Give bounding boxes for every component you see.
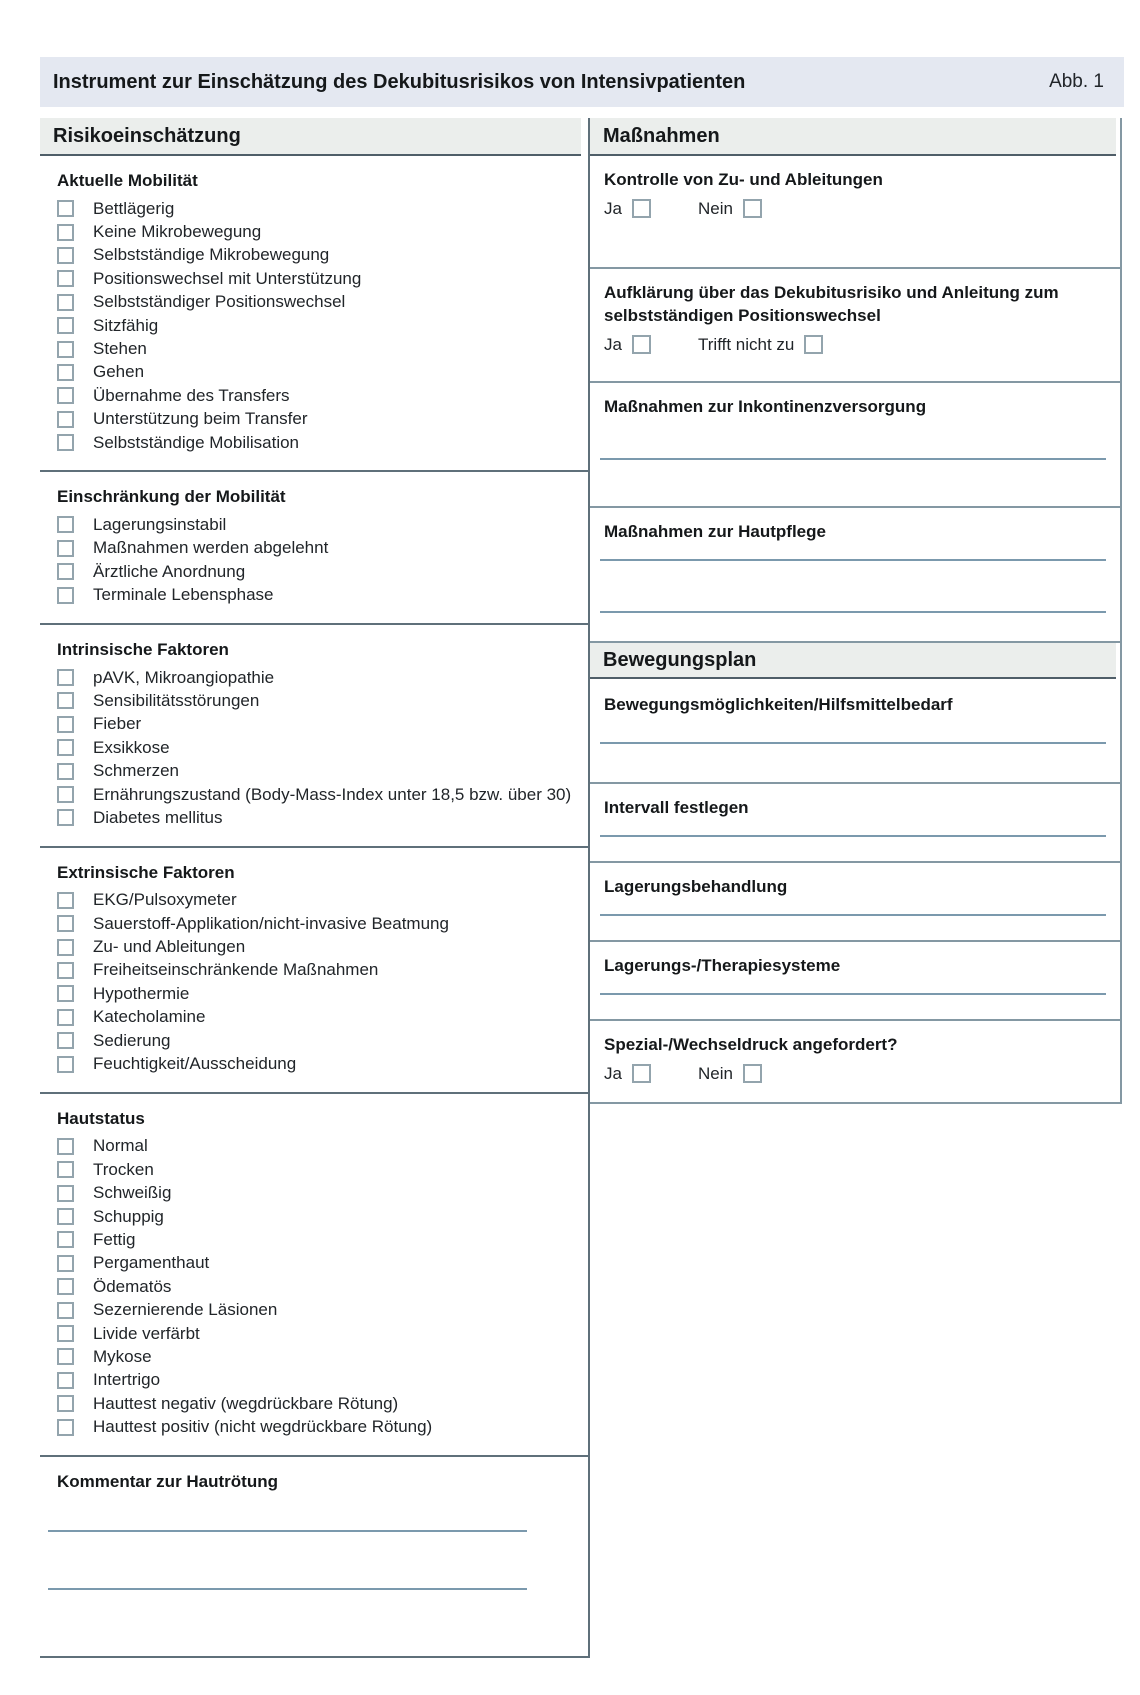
write-in-line[interactable] [48, 1530, 527, 1532]
option-trifft-nicht-zu[interactable] [698, 335, 823, 355]
checkbox-row[interactable] [57, 244, 588, 267]
checkbox-list [57, 889, 588, 1076]
box-inkontinenzversorgung [590, 383, 1120, 508]
option-nein[interactable] [698, 199, 762, 219]
checkbox[interactable] [57, 563, 74, 580]
option-nein[interactable] [698, 1064, 762, 1084]
checkbox-row[interactable] [57, 1345, 588, 1368]
checkbox-label: Trocken [93, 1159, 154, 1179]
checkbox[interactable] [804, 335, 823, 354]
box-title: Aufklärung über das Dekubitusrisiko und Anleitung zum [604, 283, 1059, 302]
box-lagerungs-therapiesysteme [590, 942, 1120, 1021]
checkbox[interactable] [57, 364, 74, 381]
checkbox-label: Unterstützung beim Transfer [93, 409, 308, 429]
checkbox-row[interactable] [57, 1275, 588, 1298]
checkbox-row[interactable] [57, 713, 588, 736]
checkbox-label: Hauttest negativ (wegdrückbare Rötung) [93, 1393, 399, 1413]
checkbox-label: Sauerstoff-Applikation/nicht-invasive Beatmung [93, 913, 449, 933]
checkbox[interactable] [743, 199, 762, 218]
checkbox-row[interactable] [57, 337, 588, 360]
checkbox-row[interactable] [57, 1298, 588, 1321]
massnahmen-column [590, 118, 1122, 1104]
checkbox[interactable] [57, 387, 74, 404]
checkbox[interactable] [57, 892, 74, 909]
box-title: Lagerungsbehandlung [604, 877, 788, 896]
massnahmen-header [590, 118, 1116, 156]
checkbox-label: Sezernierende Läsionen [93, 1300, 278, 1320]
checkbox[interactable] [57, 587, 74, 604]
box-hautpflege [590, 508, 1120, 643]
checkbox-list [57, 1135, 588, 1439]
option-label: Nein [698, 1063, 733, 1083]
checkbox-label: Fieber [93, 714, 142, 734]
checkbox-label: Schmerzen [93, 761, 179, 781]
checkbox[interactable] [57, 224, 74, 241]
checkbox-row[interactable] [57, 889, 588, 912]
checkbox-label: Hauttest positiv (nicht wegdrückbare Rötung) [93, 1417, 433, 1437]
form-page [40, 57, 1124, 1658]
checkbox-row[interactable] [57, 408, 588, 431]
checkbox[interactable] [57, 1325, 74, 1342]
checkbox-label: Sitzfähig [93, 315, 159, 335]
figure-label: Abb. 1 [1049, 71, 1104, 92]
checkbox[interactable] [57, 692, 74, 709]
risk-assessment-header [40, 118, 581, 156]
checkbox-label: Freiheitseinschränkende Maßnahmen [93, 960, 379, 980]
checkbox-label: Übernahme des Transfers [93, 385, 290, 405]
box-title: Kontrolle von Zu- und Ableitungen [604, 170, 883, 189]
checkbox-row[interactable] [57, 912, 588, 935]
checkbox-label: Mykose [93, 1346, 152, 1366]
checkbox-label: Ernährungszustand (Body-Mass-Index unter 18,5 bzw. über 30) [93, 784, 572, 804]
checkbox[interactable] [57, 962, 74, 979]
checkbox[interactable] [57, 1231, 74, 1248]
yesno-row [604, 196, 1106, 221]
checkbox-row[interactable] [57, 267, 588, 290]
checkbox-label: Sedierung [93, 1030, 171, 1050]
checkbox-row[interactable] [57, 1029, 588, 1052]
checkbox-row[interactable] [57, 759, 588, 782]
box-lagerungsbehandlung [590, 863, 1120, 942]
section-extrinsische-faktoren [40, 846, 588, 1092]
box-title: Maßnahmen zur Hautpflege [604, 522, 826, 541]
option-ja[interactable] [604, 199, 698, 219]
checkbox-label: Livide verfärbt [93, 1323, 200, 1343]
checkbox-label: Pergamenthaut [93, 1253, 210, 1273]
checkbox-row[interactable] [57, 1369, 588, 1392]
checkbox-label: Terminale Lebensphase [93, 585, 274, 605]
checkbox[interactable] [57, 1255, 74, 1272]
checkbox[interactable] [57, 985, 74, 1002]
checkbox[interactable] [57, 1348, 74, 1365]
option-label: Nein [698, 198, 733, 218]
checkbox-row[interactable] [57, 560, 588, 583]
box-intervall-festlegen [590, 784, 1120, 863]
checkbox[interactable] [57, 763, 74, 780]
checkbox-row[interactable] [57, 982, 588, 1005]
checkbox[interactable] [57, 411, 74, 428]
yesno-row [604, 332, 1106, 357]
option-label: Ja [604, 1063, 622, 1083]
checkbox-label: Selbstständiger Positionswechsel [93, 292, 346, 312]
checkbox[interactable] [57, 540, 74, 557]
page-title: Instrument zur Einschätzung des Dekubitusrisikos von Intensivpatienten [53, 70, 746, 93]
section-title: Kommentar zur Hautrötung [57, 1471, 278, 1491]
write-in-line[interactable] [600, 914, 1106, 916]
checkbox[interactable] [57, 1372, 74, 1389]
write-in-line[interactable] [600, 993, 1106, 995]
checkbox[interactable] [57, 434, 74, 451]
box-kontrolle-zu-ableitungen [590, 156, 1120, 269]
form-columns [40, 118, 1124, 1658]
checkbox[interactable] [632, 199, 651, 218]
checkbox[interactable] [57, 247, 74, 264]
checkbox-row[interactable] [57, 513, 588, 536]
checkbox-label: Intertrigo [93, 1370, 161, 1390]
write-in-line[interactable] [600, 835, 1106, 837]
checkbox-label: Ödematös [93, 1276, 172, 1296]
section-kommentar-hautroetung [40, 1455, 588, 1658]
box-spezial-wechseldruck [590, 1021, 1120, 1104]
checkbox-row[interactable] [57, 1252, 588, 1275]
checkbox-row[interactable] [57, 1392, 588, 1415]
checkbox[interactable] [57, 809, 74, 826]
section-title: Intrinsische Faktoren [57, 639, 229, 659]
checkbox-label: Diabetes mellitus [93, 807, 223, 827]
box-title: Lagerungs-/Therapiesysteme [604, 956, 841, 975]
box-title: Spezial-/Wechseldruck angefordert? [604, 1035, 898, 1054]
checkbox-label: Feuchtigkeit/Ausscheidung [93, 1054, 297, 1074]
checkbox-label: Hypothermie [93, 983, 190, 1003]
title-bar [40, 57, 1124, 107]
checkbox-row[interactable] [57, 1182, 588, 1205]
option-ja[interactable] [604, 335, 698, 355]
massnahmen-header-label: Maßnahmen [603, 124, 720, 147]
section-intrinsische-faktoren [40, 623, 588, 846]
write-in-line[interactable] [600, 559, 1106, 561]
box-title: selbstständigen Positionswechsel [604, 306, 881, 325]
box-title: Maßnahmen zur Inkontinenzversorgung [604, 397, 927, 416]
checkbox-row[interactable] [57, 1006, 588, 1029]
checkbox[interactable] [632, 335, 651, 354]
write-in-line[interactable] [600, 742, 1106, 744]
checkbox[interactable] [57, 516, 74, 533]
box-bewegungsmoeglichkeiten [590, 679, 1120, 784]
checkbox-row[interactable] [57, 583, 588, 606]
risk-assessment-column [40, 118, 590, 1658]
section-einschraenkung-der-mobilitaet [40, 470, 588, 623]
box-title: Bewegungsmöglichkeiten/Hilfsmittelbedarf [604, 695, 953, 714]
checkbox-row[interactable] [57, 689, 588, 712]
checkbox-row[interactable] [57, 384, 588, 407]
checkbox-row[interactable] [57, 935, 588, 958]
checkbox-row[interactable] [57, 1322, 588, 1345]
checkbox-label: Positionswechsel mit Unterstützung [93, 268, 362, 288]
checkbox-label: Ärztliche Anordnung [93, 561, 246, 581]
checkbox[interactable] [57, 786, 74, 803]
checkbox[interactable] [57, 716, 74, 733]
bewegungsplan-header [590, 643, 1116, 679]
checkbox-row[interactable] [57, 314, 588, 337]
write-in-line[interactable] [48, 1588, 527, 1590]
checkbox-row[interactable] [57, 959, 588, 982]
checkbox-row[interactable] [57, 537, 588, 560]
checkbox[interactable] [57, 1419, 74, 1436]
checkbox-label: pAVK, Mikroangiopathie [93, 667, 275, 687]
checkbox-row[interactable] [57, 291, 588, 314]
checkbox[interactable] [57, 1009, 74, 1026]
checkbox-label: Normal [93, 1136, 148, 1156]
checkbox-row[interactable] [57, 666, 588, 689]
checkbox-label: Lagerungsinstabil [93, 514, 227, 534]
option-label: Ja [604, 198, 622, 218]
section-title: Einschränkung der Mobilität [57, 487, 286, 507]
checkbox-row[interactable] [57, 783, 588, 806]
checkbox[interactable] [57, 1138, 74, 1155]
checkbox-label: Maßnahmen werden abgelehnt [93, 538, 329, 558]
checkbox-row[interactable] [57, 1205, 588, 1228]
checkbox[interactable] [57, 669, 74, 686]
option-label: Ja [604, 334, 622, 354]
box-aufklaerung-dekubitusrisiko [590, 269, 1120, 383]
checkbox-label: Selbstständige Mikrobewegung [93, 245, 330, 265]
option-label: Trifft nicht zu [698, 334, 795, 354]
checkbox-row[interactable] [57, 1228, 588, 1251]
checkbox[interactable] [743, 1064, 762, 1083]
checkbox-label: Zu- und Ableitungen [93, 937, 246, 957]
checkbox[interactable] [57, 1278, 74, 1295]
checkbox-list [57, 666, 588, 830]
checkbox-row[interactable] [57, 1052, 588, 1075]
section-title: Aktuelle Mobilität [57, 171, 198, 190]
checkbox[interactable] [57, 1208, 74, 1225]
checkbox-list [57, 513, 588, 607]
section-aktuelle-mobilitaet [40, 156, 588, 470]
option-ja[interactable] [604, 1064, 698, 1084]
checkbox[interactable] [57, 939, 74, 956]
checkbox-row[interactable] [57, 220, 588, 243]
checkbox[interactable] [57, 341, 74, 358]
checkbox[interactable] [57, 1395, 74, 1412]
checkbox-label: EKG/Pulsoxymeter [93, 890, 237, 910]
checkbox-row[interactable] [57, 1158, 588, 1181]
checkbox[interactable] [57, 1056, 74, 1073]
checkbox-row[interactable] [57, 197, 588, 220]
section-title: Hautstatus [57, 1108, 145, 1128]
checkbox-row[interactable] [57, 736, 588, 759]
checkbox[interactable] [57, 915, 74, 932]
checkbox-label: Gehen [93, 362, 145, 382]
checkbox-list [57, 197, 588, 454]
box-title: Intervall festlegen [604, 798, 749, 817]
checkbox[interactable] [57, 294, 74, 311]
checkbox[interactable] [57, 1161, 74, 1178]
checkbox-row[interactable] [57, 431, 588, 454]
section-hautstatus [40, 1092, 588, 1455]
risk-assessment-header-label: Risikoeinschätzung [53, 124, 241, 147]
checkbox-row[interactable] [57, 1135, 588, 1158]
checkbox-label: Stehen [93, 339, 147, 359]
checkbox[interactable] [57, 739, 74, 756]
checkbox-label: Exsikkose [93, 737, 170, 757]
checkbox-row[interactable] [57, 806, 588, 829]
checkbox-label: Schuppig [93, 1206, 164, 1226]
checkbox-label: Selbstständige Mobilisation [93, 432, 300, 452]
checkbox-label: Schweißig [93, 1183, 172, 1203]
checkbox-row[interactable] [57, 1415, 588, 1438]
checkbox-label: Sensibilitätsstörungen [93, 690, 260, 710]
checkbox[interactable] [57, 1302, 74, 1319]
checkbox[interactable] [632, 1064, 651, 1083]
bewegungsplan-header-label: Bewegungsplan [603, 648, 757, 671]
checkbox[interactable] [57, 200, 74, 217]
checkbox-label: Keine Mikrobewegung [93, 222, 262, 242]
checkbox[interactable] [57, 270, 74, 287]
write-in-line[interactable] [600, 458, 1106, 460]
checkbox-row[interactable] [57, 361, 588, 384]
checkbox-label: Katecholamine [93, 1007, 206, 1027]
checkbox[interactable] [57, 1032, 74, 1049]
checkbox-label: Fettig [93, 1229, 136, 1249]
section-title: Extrinsische Faktoren [57, 862, 235, 882]
checkbox[interactable] [57, 317, 74, 334]
write-in-line[interactable] [600, 611, 1106, 613]
checkbox-label: Bettlägerig [93, 198, 175, 218]
checkbox[interactable] [57, 1185, 74, 1202]
yesno-row [604, 1061, 1106, 1086]
